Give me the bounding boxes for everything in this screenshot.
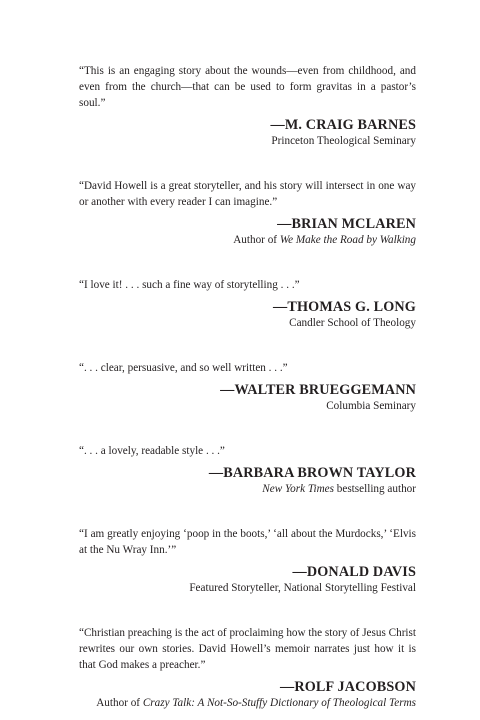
endorsement-quote: “I love it! . . . such a fine way of storytelling . . .” [79,279,300,291]
endorser-name: —M. CRAIG BARNES [270,117,416,133]
affiliation-text: bestselling author [333,483,416,495]
endorsement-blurb [79,526,416,596]
endorsement-blurb [79,360,416,414]
endorser-affiliation [79,581,416,596]
endorsement-quote: “. . . a lovely, readable style . . .” [79,445,225,457]
endorser-name: —THOMAS G. LONG [273,299,416,315]
book-title: Crazy Talk: A Not-So-Stuffy Dictionary of Theological Terms [142,697,416,709]
endorsement-attribution [79,299,416,331]
publication-title: New York Times [262,483,334,495]
endorsement-attribution [79,382,416,414]
endorsement-blurb [79,178,416,248]
endorser-name: —BARBARA BROWN TAYLOR [208,465,416,481]
endorser-name: —BRIAN MCLAREN [277,216,416,232]
endorsement-attribution [79,216,416,248]
endorsement-quote: “Christian preaching is the act of proclaiming how the story of Jesus Christ rewrites our own stories. David Howell’s memoir narrates just how it is that God makes a preacher.” [79,627,416,671]
endorsement-quote: “. . . clear, persuasive, and so well written . . .” [79,362,288,374]
affiliation-text: Columbia Seminary [326,400,416,412]
endorser-affiliation [79,696,416,711]
endorsement-blurb [79,63,416,149]
endorsement-attribution [79,564,416,596]
affiliation-text: Author of [96,697,143,709]
endorsement-attribution [79,465,416,497]
book-title: We Make the Road by Walking [279,234,416,246]
endorsement-blurb [79,443,416,497]
endorser-name: —WALTER BRUEGGEMANN [220,382,416,398]
endorser-name: —DONALD DAVIS [292,564,416,580]
endorser-affiliation [79,316,416,331]
endorsement-attribution [79,679,416,711]
endorsement-attribution [79,117,416,149]
endorsement-quote: “I am greatly enjoying ‘poop in the boots,’ ‘all about the Murdocks,’ ‘Elvis at the Nu Wray Inn.’” [79,528,416,556]
affiliation-text: Princeton Theological Seminary [271,135,416,147]
affiliation-text: Author of [233,234,280,246]
endorser-name: —ROLF JACOBSON [280,679,416,695]
endorser-affiliation [79,399,416,414]
affiliation-text: Candler School of Theology [289,317,416,329]
endorsement-blurb [79,277,416,331]
endorsement-blurb [79,625,416,711]
endorsement-quote: “This is an engaging story about the wounds—even from childhood, and even from the church—that can be used to form gravitas in a pastor’s soul.” [79,65,416,109]
endorser-affiliation [79,134,416,149]
endorser-affiliation [79,233,416,248]
endorser-affiliation [79,482,416,497]
affiliation-text: Featured Storyteller, National Storytelling Festival [189,582,416,594]
endorsement-quote: “David Howell is a great storyteller, and his story will intersect in one way or another with every reader I can imagine.” [79,180,416,208]
